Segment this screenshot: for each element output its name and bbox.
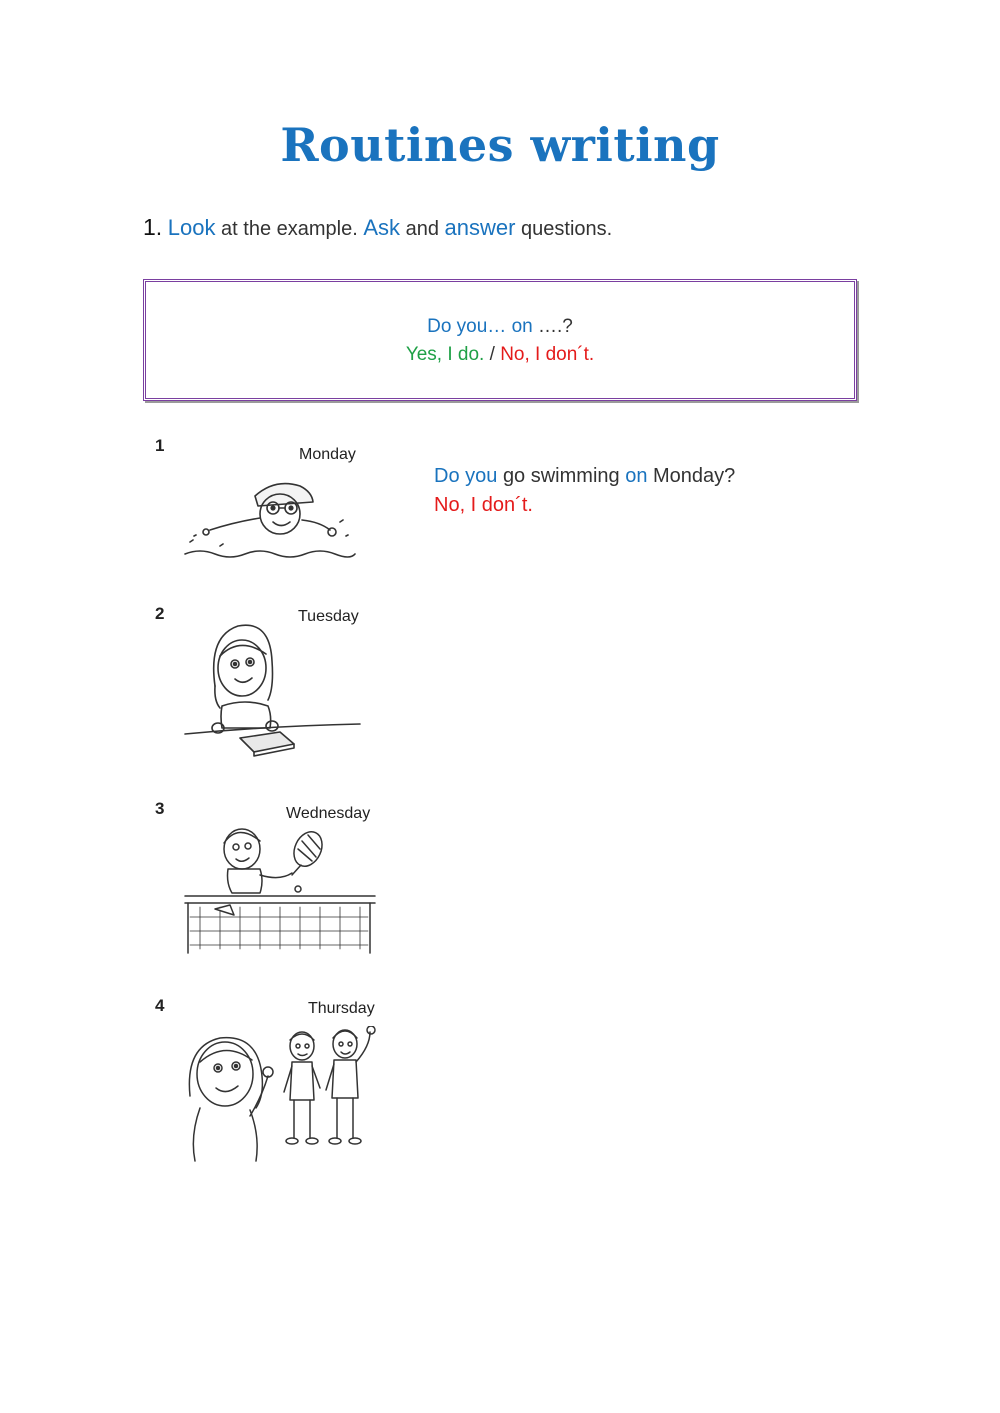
item-number: 3 (155, 799, 165, 818)
item-day: Wednesday (286, 805, 371, 822)
instruction-ask: Ask (363, 215, 401, 240)
example-response: No, I don´t. (434, 494, 533, 516)
model-question (146, 316, 854, 338)
item-day: Monday (299, 446, 356, 463)
model-box (143, 279, 857, 401)
friends-waving-icon (180, 1026, 390, 1166)
exercise-item-3 (155, 799, 395, 959)
model-answers (146, 344, 854, 366)
instruction (143, 214, 612, 241)
item-day: Tuesday (298, 608, 359, 625)
swimming-boy-icon (180, 456, 360, 566)
page-title: Routines writing (280, 118, 720, 172)
example-answer (434, 462, 735, 520)
exercise-item-4 (155, 996, 395, 1166)
model-on: on (511, 316, 533, 337)
instruction-answer: answer (444, 215, 516, 240)
instruction-number: 1. (143, 214, 163, 240)
instruction-questions: questions. (521, 218, 613, 240)
model-do-you: Do you… (427, 316, 507, 337)
model-yes-answer: Yes, I do. (405, 344, 485, 365)
example-end: Monday? (653, 465, 736, 487)
instruction-look: Look (167, 215, 216, 240)
instruction-and: and (405, 218, 439, 240)
instruction-text-1: at the example. (221, 218, 358, 240)
item-number: 2 (155, 604, 165, 623)
example-on: on (625, 465, 648, 487)
model-rest: ….? (538, 316, 573, 337)
model-separator: / (489, 344, 495, 365)
item-day: Thursday (308, 1000, 375, 1017)
tennis-boy-icon (180, 821, 380, 956)
exercise-item-1 (155, 436, 395, 576)
example-question (434, 462, 735, 491)
example-do-you: Do you (434, 465, 498, 487)
model-no-answer: No, I don´t. (500, 344, 595, 365)
item-number: 1 (155, 436, 165, 455)
exercise-item-2 (155, 604, 395, 774)
example-middle: go swimming (502, 465, 620, 487)
item-number: 4 (155, 996, 165, 1015)
reading-girl-icon (180, 616, 370, 766)
